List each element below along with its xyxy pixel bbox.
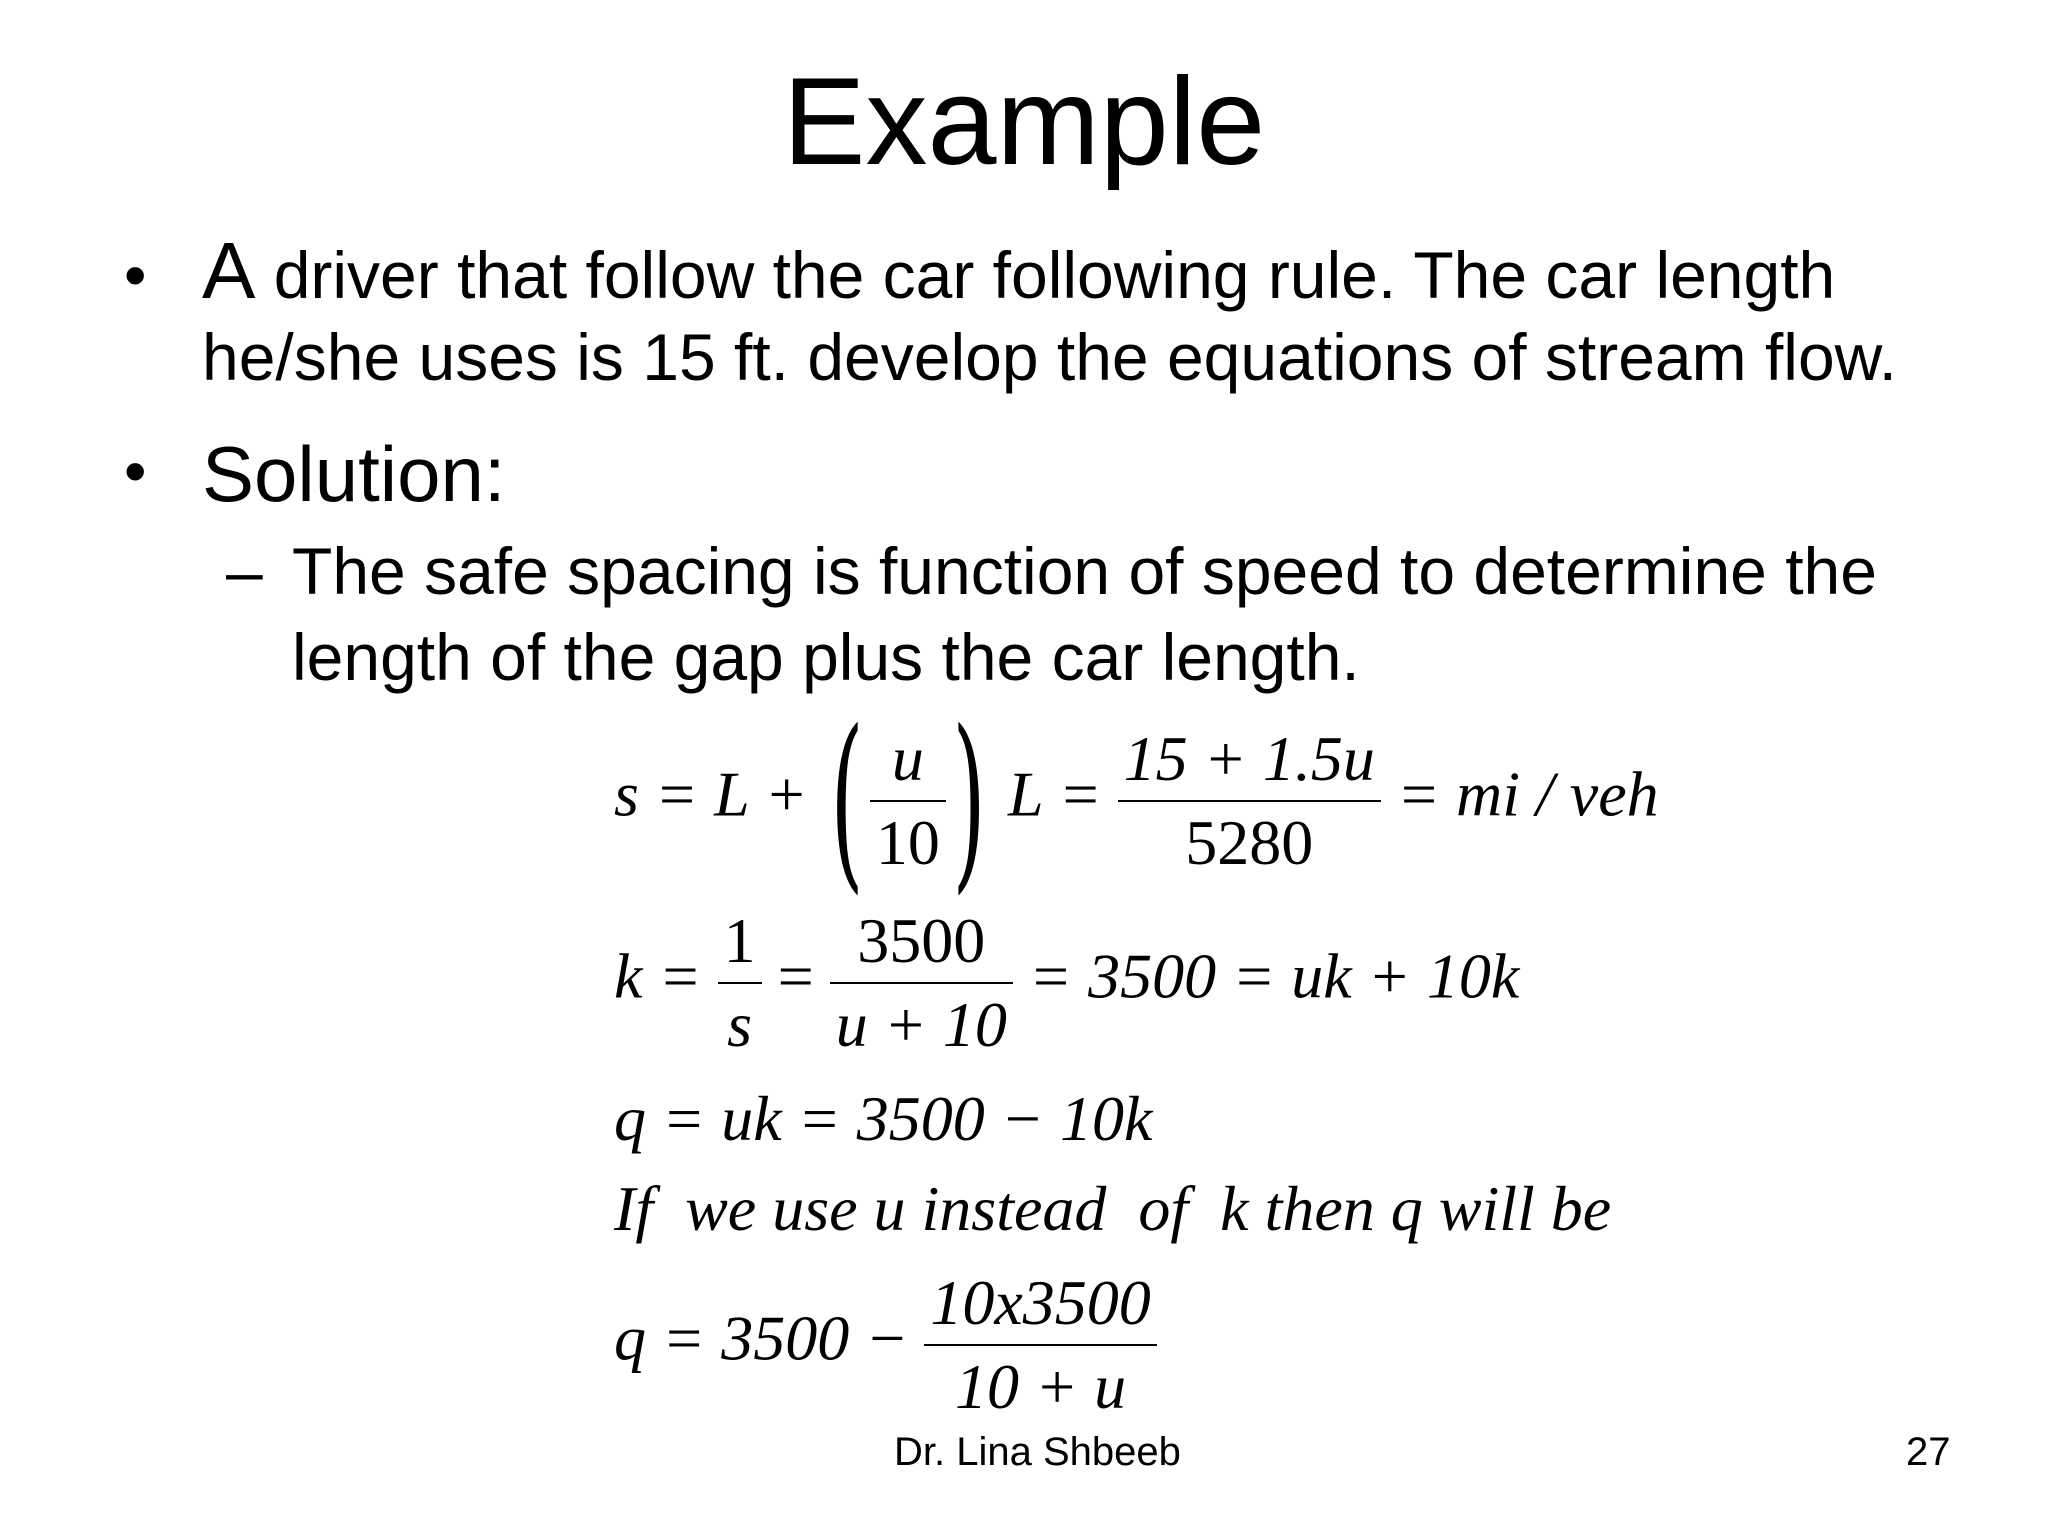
- bullet-1-first-letter: A: [202, 226, 256, 315]
- right-paren: ): [952, 690, 986, 911]
- eq1-fraction-spacing-miles: $\frac{15 + 1.5u}{5280}$: [1118, 718, 1381, 884]
- eq2-mid: =: [777, 940, 814, 1012]
- equation-note: If we use u instead of k then q will be: [614, 1173, 1612, 1244]
- eq5-lhs: q = 3500 −: [614, 1302, 909, 1374]
- eq1-fraction-u-over-10: $\frac{u}{10}$: [870, 718, 946, 884]
- equation-flow: q = uk = 3500 − 10k: [614, 1083, 1153, 1154]
- eq1-rhs: = mi / veh: [1396, 758, 1659, 830]
- eq1-lhs: s = L +: [614, 758, 808, 830]
- slide-title: Example: [782, 53, 1266, 191]
- bullet-1-rest: driver that follow the car following rule. The car length: [255, 238, 1836, 312]
- bullet-1-line-2: he/she uses is 15 ft. develop the equations of stream flow.: [202, 320, 1898, 394]
- equation-spacing: [614, 690, 1659, 911]
- left-paren: (: [830, 690, 864, 911]
- equation-flow-speed: [614, 1262, 1157, 1428]
- equation-density: [614, 900, 1519, 1066]
- bullet-dot-1: •: [124, 239, 147, 311]
- eq2-fraction-one-over-s: $\frac{1}{s}$: [718, 900, 762, 1066]
- bullet-1-line-1: [202, 228, 1835, 318]
- sub-bullet-line-2: length of the gap plus the car length.: [292, 620, 1360, 694]
- page-number: 27: [1906, 1430, 1951, 1474]
- footer-author: Dr. Lina Shbeeb: [894, 1430, 1181, 1474]
- sub-bullet-line-1: The safe spacing is function of speed to determine the: [292, 534, 1877, 608]
- eq5-fraction: $\frac{10x3500}{10 + u}$: [924, 1262, 1156, 1428]
- eq1-mid: L =: [1008, 758, 1102, 830]
- eq2-lhs: k =: [614, 940, 702, 1012]
- sub-bullet-dash: –: [226, 534, 263, 608]
- bullet-dot-2: •: [124, 435, 147, 507]
- eq2-rhs: = 3500 = uk + 10k: [1028, 940, 1520, 1012]
- eq2-fraction-3500: $\frac{3500}{u + 10}$: [830, 900, 1013, 1066]
- bullet-2-text: Solution:: [202, 430, 506, 518]
